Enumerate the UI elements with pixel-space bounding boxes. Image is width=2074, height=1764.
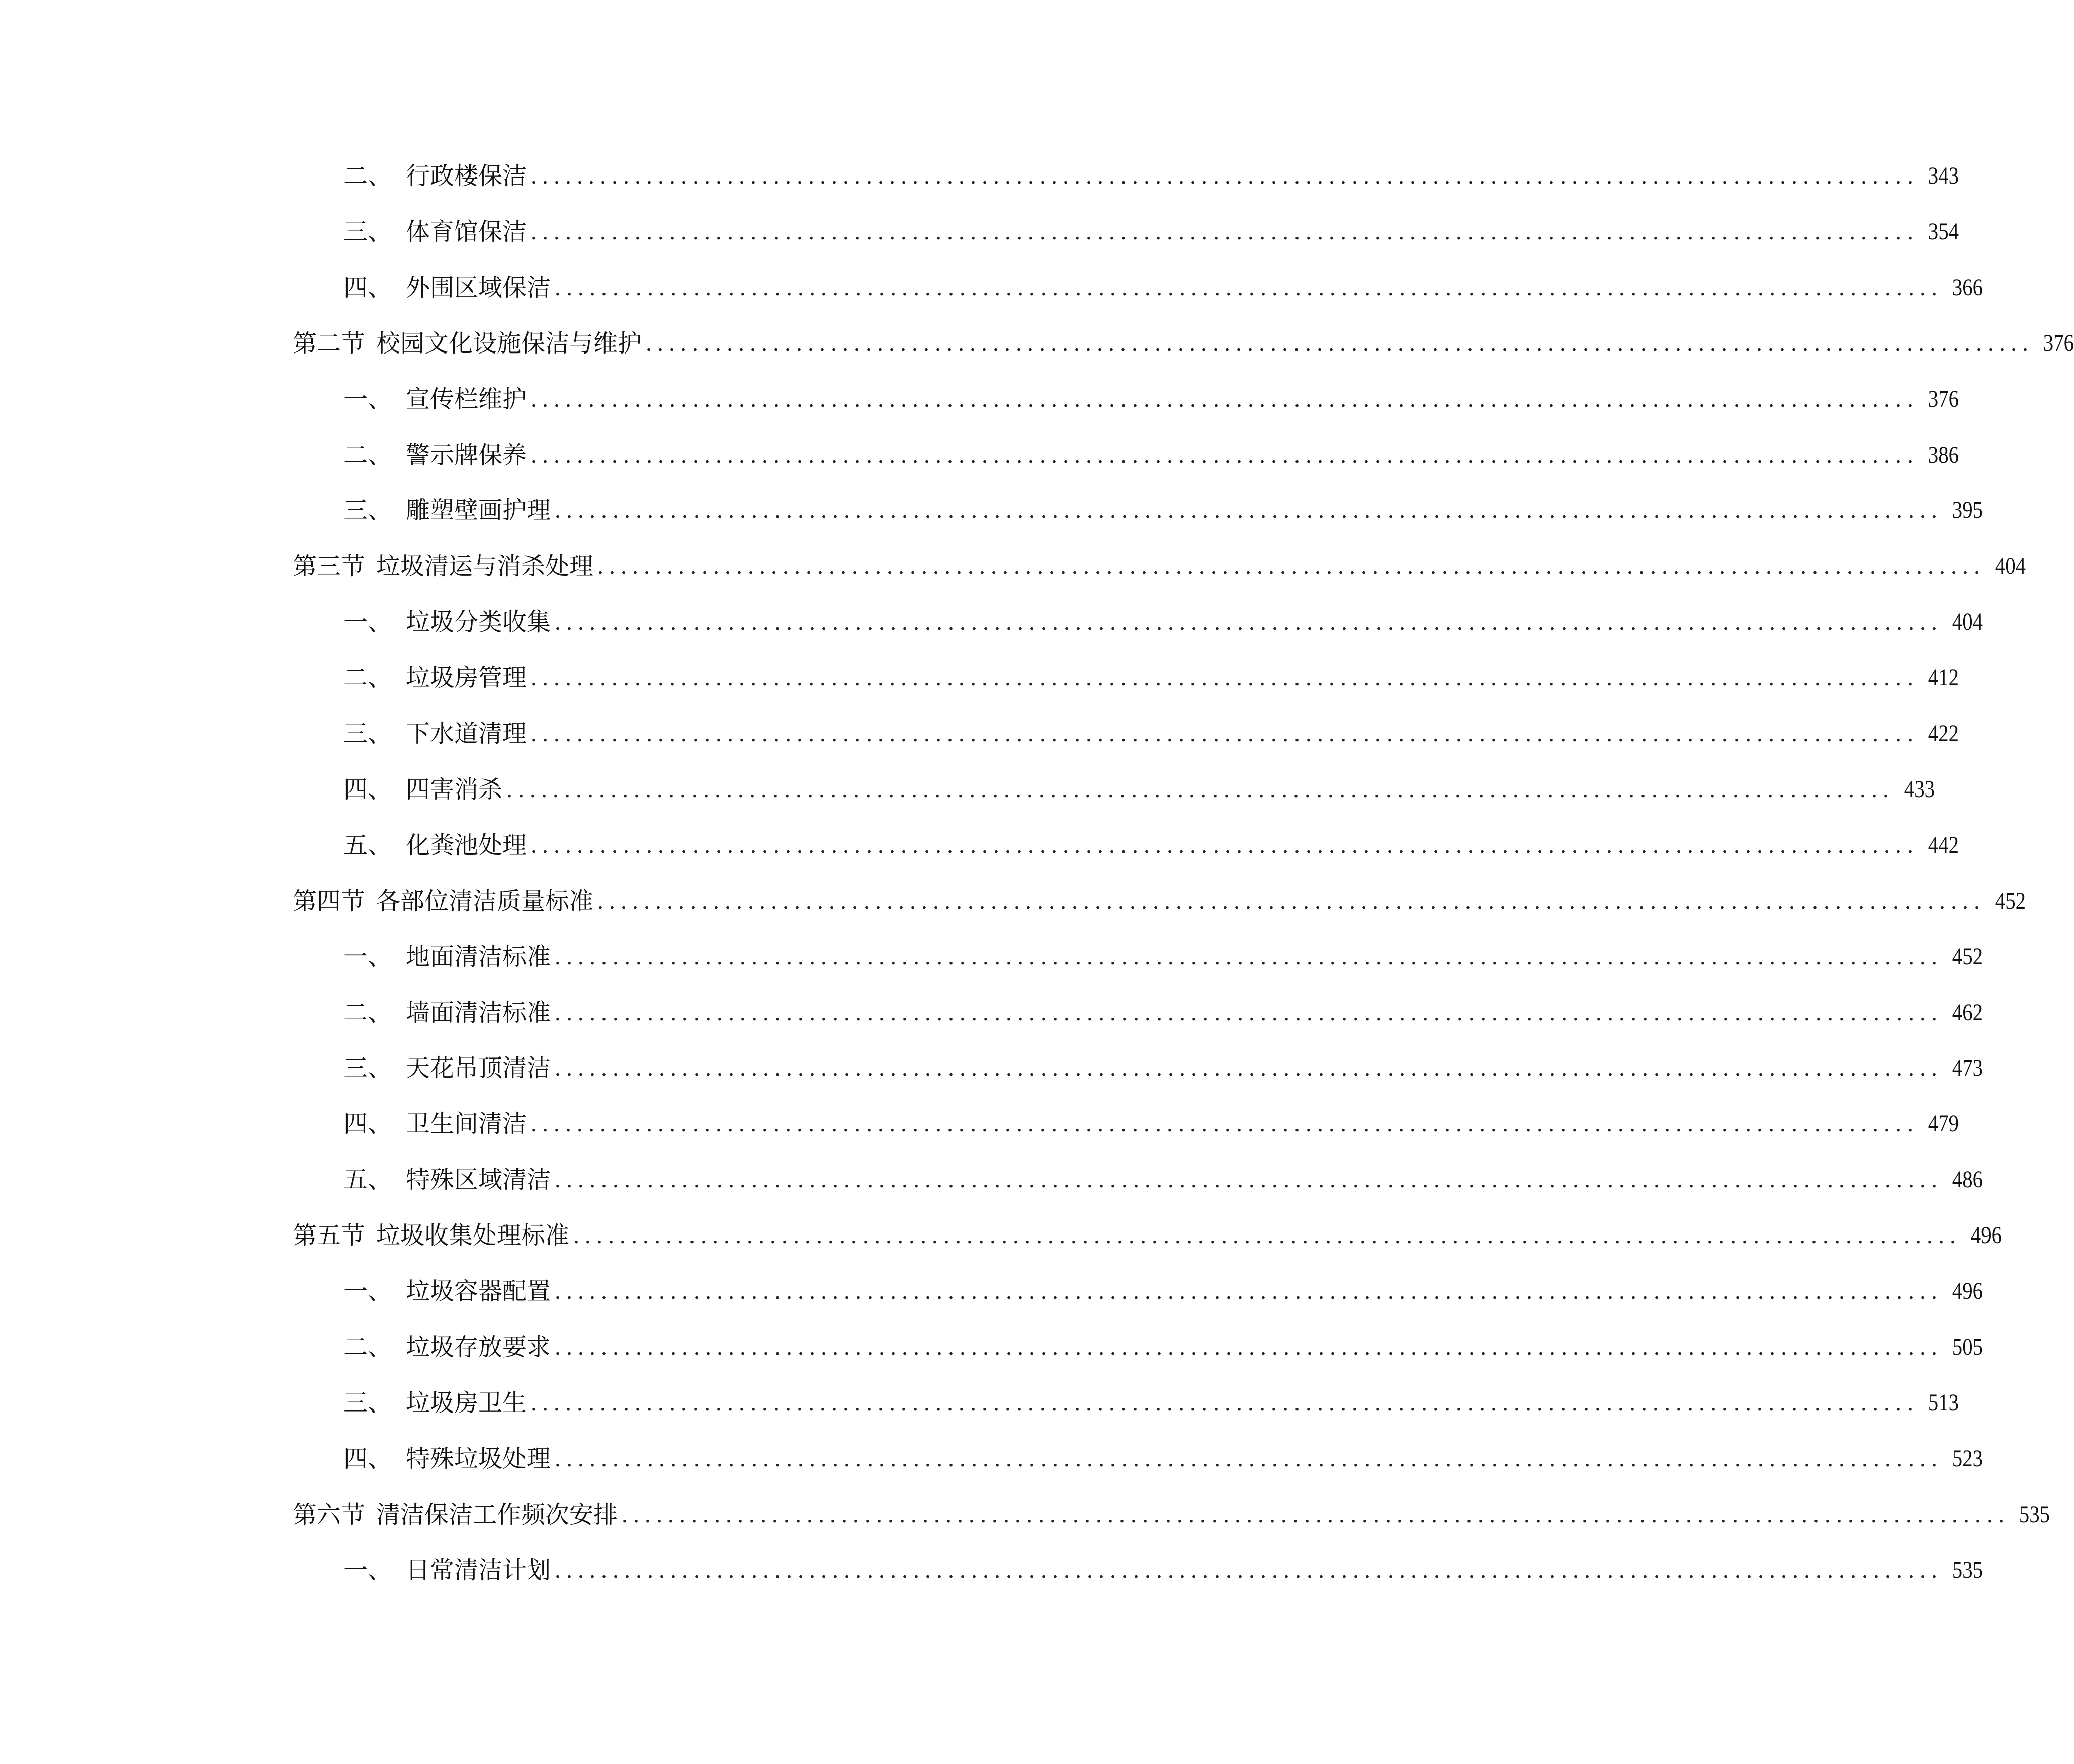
- entry-title: 垃圾清运与消杀处理: [376, 552, 594, 581]
- entry-page-number: 505: [1952, 1333, 1983, 1360]
- entry-page-number: 366: [1952, 274, 1983, 301]
- toc-subsection-entry[interactable]: [293, 607, 1983, 637]
- entry-page-number: 486: [1952, 1166, 1983, 1193]
- toc-subsection-entry[interactable]: [293, 1053, 1983, 1083]
- entry-page-number: 535: [2019, 1501, 2050, 1528]
- entry-title: 天花吊顶清洁: [406, 1054, 551, 1083]
- entry-number: 第四节: [293, 887, 366, 915]
- entry-number: 一、: [343, 1556, 392, 1584]
- entry-page-number: 479: [1928, 1110, 1959, 1137]
- dot-leader: ........................................................................................................................: [531, 441, 1919, 468]
- dot-leader: ........................................................................................................................: [622, 1501, 2010, 1528]
- dot-leader: ........................................................................................................................: [531, 1389, 1919, 1416]
- toc-subsection-entry[interactable]: [293, 1276, 1983, 1306]
- entry-number: 三、: [343, 720, 392, 748]
- dot-leader: ........................................................................................................................: [531, 1110, 1919, 1137]
- entry-page-number: 395: [1952, 497, 1983, 524]
- toc-subsection-entry[interactable]: [293, 998, 1983, 1028]
- toc-subsection-entry[interactable]: [293, 217, 1959, 247]
- entry-number: 第六节: [293, 1500, 366, 1529]
- entry-title: 墙面清洁标准: [406, 998, 551, 1027]
- toc-subsection-entry[interactable]: [293, 1165, 1983, 1195]
- toc-section-entry[interactable]: [293, 328, 2074, 359]
- dot-leader: ........................................................................................................................: [506, 775, 1895, 803]
- entry-number: 二、: [343, 162, 392, 190]
- entry-number: 四、: [343, 1110, 392, 1138]
- dot-leader: ........................................................................................................................: [555, 608, 1943, 636]
- entry-number: 四、: [343, 1444, 392, 1473]
- entry-title: 特殊区域清洁: [406, 1166, 551, 1194]
- entry-title: 特殊垃圾处理: [406, 1444, 551, 1473]
- toc-subsection-entry[interactable]: [293, 942, 1983, 972]
- dot-leader: ........................................................................................................................: [555, 1278, 1943, 1304]
- entry-title: 地面清洁标准: [406, 942, 551, 971]
- entry-title: 垃圾分类收集: [406, 608, 551, 637]
- entry-page-number: 422: [1928, 720, 1959, 747]
- entry-title: 雕塑壁画护理: [406, 496, 551, 525]
- toc-subsection-entry[interactable]: [293, 495, 1983, 525]
- entry-number: 二、: [343, 664, 392, 692]
- dot-leader: ........................................................................................................................: [646, 329, 2034, 357]
- entry-title: 校园文化设施保洁与维护: [376, 329, 642, 358]
- entry-number: 五、: [343, 831, 392, 859]
- entry-page-number: 462: [1952, 999, 1983, 1026]
- entry-page-number: 376: [2043, 329, 2074, 357]
- entry-number: 四、: [343, 775, 392, 804]
- entry-number: 三、: [343, 1054, 392, 1083]
- entry-title: 垃圾存放要求: [406, 1333, 551, 1361]
- entry-number: 一、: [343, 608, 392, 637]
- entry-number: 二、: [343, 440, 392, 469]
- entry-page-number: 513: [1928, 1389, 1959, 1416]
- toc-section-entry[interactable]: [293, 1220, 2002, 1251]
- dot-leader: ........................................................................................................................: [573, 1222, 1962, 1249]
- toc-subsection-entry[interactable]: [293, 161, 1959, 191]
- dot-leader: ........................................................................................................................: [531, 664, 1919, 691]
- entry-number: 五、: [343, 1166, 392, 1194]
- entry-number: 第三节: [293, 552, 366, 581]
- entry-page-number: 433: [1904, 775, 1935, 803]
- toc-subsection-entry[interactable]: [293, 830, 1959, 860]
- entry-number: 一、: [343, 385, 392, 413]
- dot-leader: ........................................................................................................................: [555, 1445, 1943, 1472]
- entry-title: 日常清洁计划: [406, 1556, 551, 1584]
- entry-number: 三、: [343, 217, 392, 246]
- toc-subsection-entry[interactable]: [293, 719, 1959, 749]
- entry-number: 一、: [343, 942, 392, 971]
- dot-leader: ........................................................................................................................: [555, 497, 1943, 524]
- entry-title: 警示牌保养: [406, 440, 527, 469]
- dot-leader: ........................................................................................................................: [555, 943, 1943, 970]
- entry-title: 垃圾容器配置: [406, 1277, 551, 1305]
- toc-subsection-entry[interactable]: [293, 384, 1959, 414]
- entry-page-number: 496: [1952, 1278, 1983, 1304]
- entry-page-number: 452: [1952, 943, 1983, 970]
- dot-leader: ........................................................................................................................: [597, 553, 1986, 580]
- entry-number: 第五节: [293, 1221, 366, 1250]
- entry-title: 外围区域保洁: [406, 273, 551, 302]
- entry-title: 卫生间清洁: [406, 1110, 527, 1138]
- entry-number: 二、: [343, 1333, 392, 1361]
- entry-page-number: 354: [1928, 218, 1959, 245]
- dot-leader: ........................................................................................................................: [555, 999, 1943, 1026]
- entry-number: 四、: [343, 273, 392, 302]
- dot-leader: ........................................................................................................................: [555, 1054, 1943, 1082]
- entry-page-number: 442: [1928, 831, 1959, 858]
- entry-title: 化粪池处理: [406, 831, 527, 859]
- entry-title: 四害消杀: [406, 775, 503, 804]
- entry-page-number: 535: [1952, 1556, 1983, 1583]
- toc-subsection-entry[interactable]: [293, 1555, 1983, 1585]
- toc-subsection-entry[interactable]: [293, 1332, 1983, 1362]
- entry-page-number: 523: [1952, 1445, 1983, 1472]
- entry-title: 宣传栏维护: [406, 385, 527, 413]
- toc-subsection-entry[interactable]: [293, 774, 1935, 805]
- toc-subsection-entry[interactable]: [293, 440, 1959, 470]
- dot-leader: ........................................................................................................................: [531, 218, 1919, 245]
- dot-leader: ........................................................................................................................: [531, 162, 1919, 189]
- dot-leader: ........................................................................................................................: [531, 831, 1919, 858]
- dot-leader: ........................................................................................................................: [555, 274, 1943, 301]
- entry-title: 各部位清洁质量标准: [376, 887, 594, 915]
- entry-number: 三、: [343, 496, 392, 525]
- toc-subsection-entry[interactable]: [293, 1109, 1959, 1139]
- entry-number: 一、: [343, 1277, 392, 1305]
- toc-subsection-entry[interactable]: [293, 1388, 1959, 1418]
- toc-section-entry[interactable]: [293, 1500, 2050, 1530]
- entry-title: 行政楼保洁: [406, 162, 527, 190]
- dot-leader: ........................................................................................................................: [555, 1166, 1943, 1193]
- entry-title: 下水道清理: [406, 720, 527, 748]
- entry-number: 三、: [343, 1388, 392, 1417]
- dot-leader: ........................................................................................................................: [555, 1333, 1943, 1360]
- entry-page-number: 452: [1995, 887, 2026, 914]
- dot-leader: ........................................................................................................................: [531, 720, 1919, 747]
- dot-leader: ........................................................................................................................: [555, 1556, 1943, 1583]
- entry-number: 第二节: [293, 329, 366, 358]
- dot-leader: ........................................................................................................................: [597, 887, 1986, 914]
- toc-subsection-entry[interactable]: [293, 663, 1959, 693]
- entry-page-number: 386: [1928, 441, 1959, 468]
- entry-page-number: 473: [1952, 1054, 1983, 1082]
- entry-page-number: 404: [1995, 553, 2026, 580]
- toc-section-entry[interactable]: [293, 551, 2026, 581]
- toc-subsection-entry[interactable]: [293, 1444, 1983, 1474]
- entry-page-number: 376: [1928, 385, 1959, 412]
- entry-title: 垃圾房管理: [406, 664, 527, 692]
- toc-subsection-entry[interactable]: [293, 273, 1983, 303]
- entry-page-number: 412: [1928, 664, 1959, 691]
- entry-page-number: 343: [1928, 162, 1959, 189]
- entry-number: 二、: [343, 998, 392, 1027]
- entry-page-number: 496: [1970, 1222, 2002, 1249]
- toc-section-entry[interactable]: [293, 886, 2026, 916]
- entry-title: 垃圾收集处理标准: [376, 1221, 570, 1250]
- dot-leader: ........................................................................................................................: [531, 385, 1919, 412]
- entry-page-number: 404: [1952, 608, 1983, 636]
- entry-title: 清洁保洁工作频次安排: [376, 1500, 618, 1529]
- entry-title: 垃圾房卫生: [406, 1388, 527, 1417]
- entry-title: 体育馆保洁: [406, 217, 527, 246]
